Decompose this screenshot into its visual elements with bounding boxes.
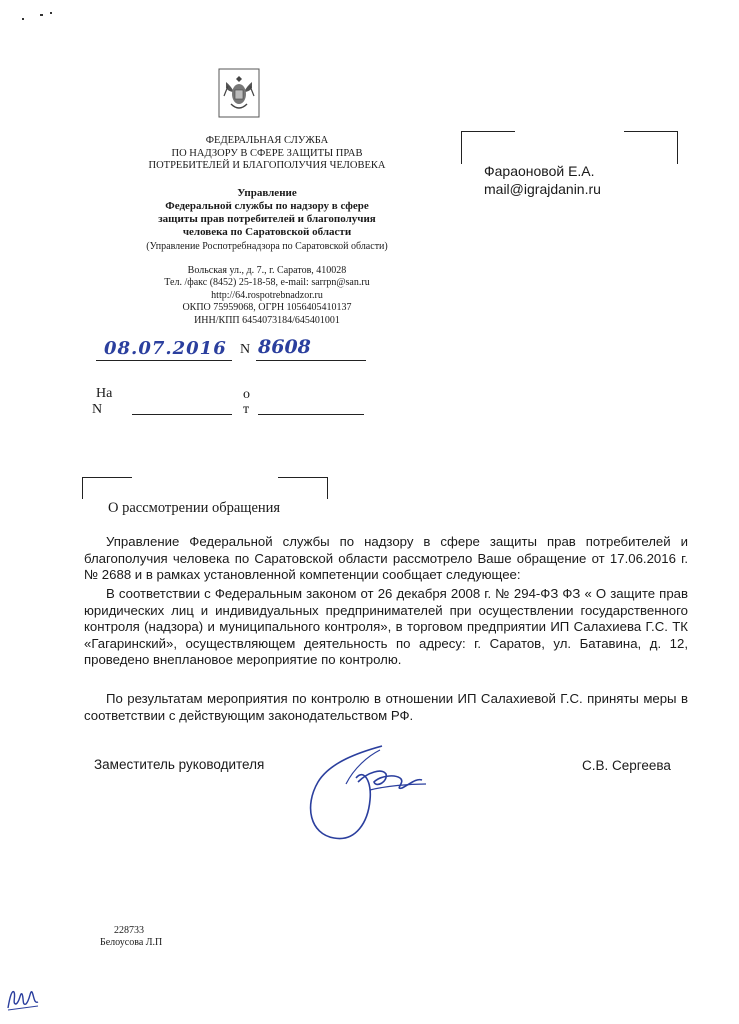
reply-number-line: [132, 414, 232, 415]
department-line: защиты прав потребителей и благополучия: [158, 213, 376, 225]
subject-bracket-left: [82, 477, 83, 499]
reply-ot-label-2: т: [243, 402, 250, 417]
handwritten-signature: [290, 738, 440, 846]
reply-ot-label-1: о: [243, 387, 250, 402]
department-name: [112, 187, 422, 239]
emblem-icon: [218, 68, 260, 118]
subject-bracket-top-left: [82, 477, 132, 478]
signatory-position: Заместитель руководителя: [94, 757, 265, 772]
recipient-bracket-top-right: [624, 131, 678, 132]
body-paragraph-1: Управление Федеральной службы по надзору в сфере защиты прав потребителей и благополучия человека по Саратовской области рассмотрело Ваше обращение от 17.06.2016 г. № 2688 и в рамках установленной компетенции сообщает следующее:: [84, 534, 688, 583]
recipient-bracket-left: [461, 131, 462, 164]
subject-bracket-right: [327, 477, 328, 499]
signatory-name: С.В. Сергеева: [582, 758, 671, 773]
body-paragraph-3: По результатам мероприятия по контролю в отношении ИП Салахиевой Г.С. приняты меры в соответствии с действующим законодательством РФ.: [84, 691, 688, 723]
executor-phone: 228733: [114, 925, 144, 936]
executor-name: Белоусова Л.П: [100, 937, 163, 948]
outgoing-number: 8608: [258, 336, 311, 358]
subject: О рассмотрении обращения: [108, 500, 281, 516]
subject-bracket-top-right: [278, 477, 328, 478]
scan-speck: [40, 14, 43, 16]
contact-address: Вольская ул., д. 7., г. Саратов, 410028: [187, 265, 347, 276]
contact-phone-email: Тел. /факс (8452) 25-18-58, e-mail: sarrpn@san.ru: [164, 277, 370, 289]
recipient-email: mail@igrajdanin.ru: [484, 181, 601, 197]
margin-handwritten-mark: [4, 982, 44, 1012]
number-label: N: [240, 342, 251, 357]
agency-line: ПОТРЕБИТЕЛЕЙ И БЛАГОПОЛУЧИЯ ЧЕЛОВЕКА: [148, 160, 386, 171]
reply-date-line: [258, 414, 364, 415]
department-line: человека по Саратовской области: [182, 226, 352, 238]
department-short: (Управление Роспотребнадзора по Саратовской области): [146, 241, 388, 252]
scan-speck: [22, 18, 24, 20]
agency-line: ФЕДЕРАЛЬНАЯ СЛУЖБА: [205, 135, 329, 146]
recipient-bracket-top-left: [461, 131, 515, 132]
agency-name: [112, 135, 422, 173]
contact-website: http://64.rospotrebnadzor.ru: [211, 289, 323, 301]
contacts-block: [112, 265, 422, 327]
body-paragraph-2: В соответствии с Федеральным законом от 26 декабря 2008 г. № 294-ФЗ ФЗ « О защите прав юридических лиц и индивидуальных предпринимателей при осуществлении государственного контроля (надзора) и муниципального контроля», в торговом предприятии ИП Салахиева Г.С. ТК «Гагаринский», осуществляющем деятельность по адресу: г. Саратов, ул. Батавина, д. 12, проведено внеплановое мероприятие по контролю.: [84, 586, 688, 668]
agency-line: ПО НАДЗОРУ В СФЕРЕ ЗАЩИТЫ ПРАВ: [171, 147, 363, 159]
number-underline: [256, 360, 366, 361]
department-line: Управление: [237, 187, 297, 199]
recipient-bracket-right: [677, 131, 678, 164]
reply-n-label: N: [92, 402, 103, 417]
contact-okpo: ОКПО 75959068, ОГРН 1056405410137: [182, 302, 352, 314]
scan-speck: [50, 12, 52, 14]
contact-inn: ИНН/КПП 6454073184/645401001: [194, 314, 340, 326]
reply-na-label: На: [96, 386, 113, 401]
date-underline: [96, 360, 232, 361]
outgoing-date: 08.07.2016: [104, 338, 227, 359]
department-line: Федеральной службы по надзору в сфере: [165, 200, 369, 212]
recipient-name: Фараоновой Е.А.: [484, 163, 595, 179]
